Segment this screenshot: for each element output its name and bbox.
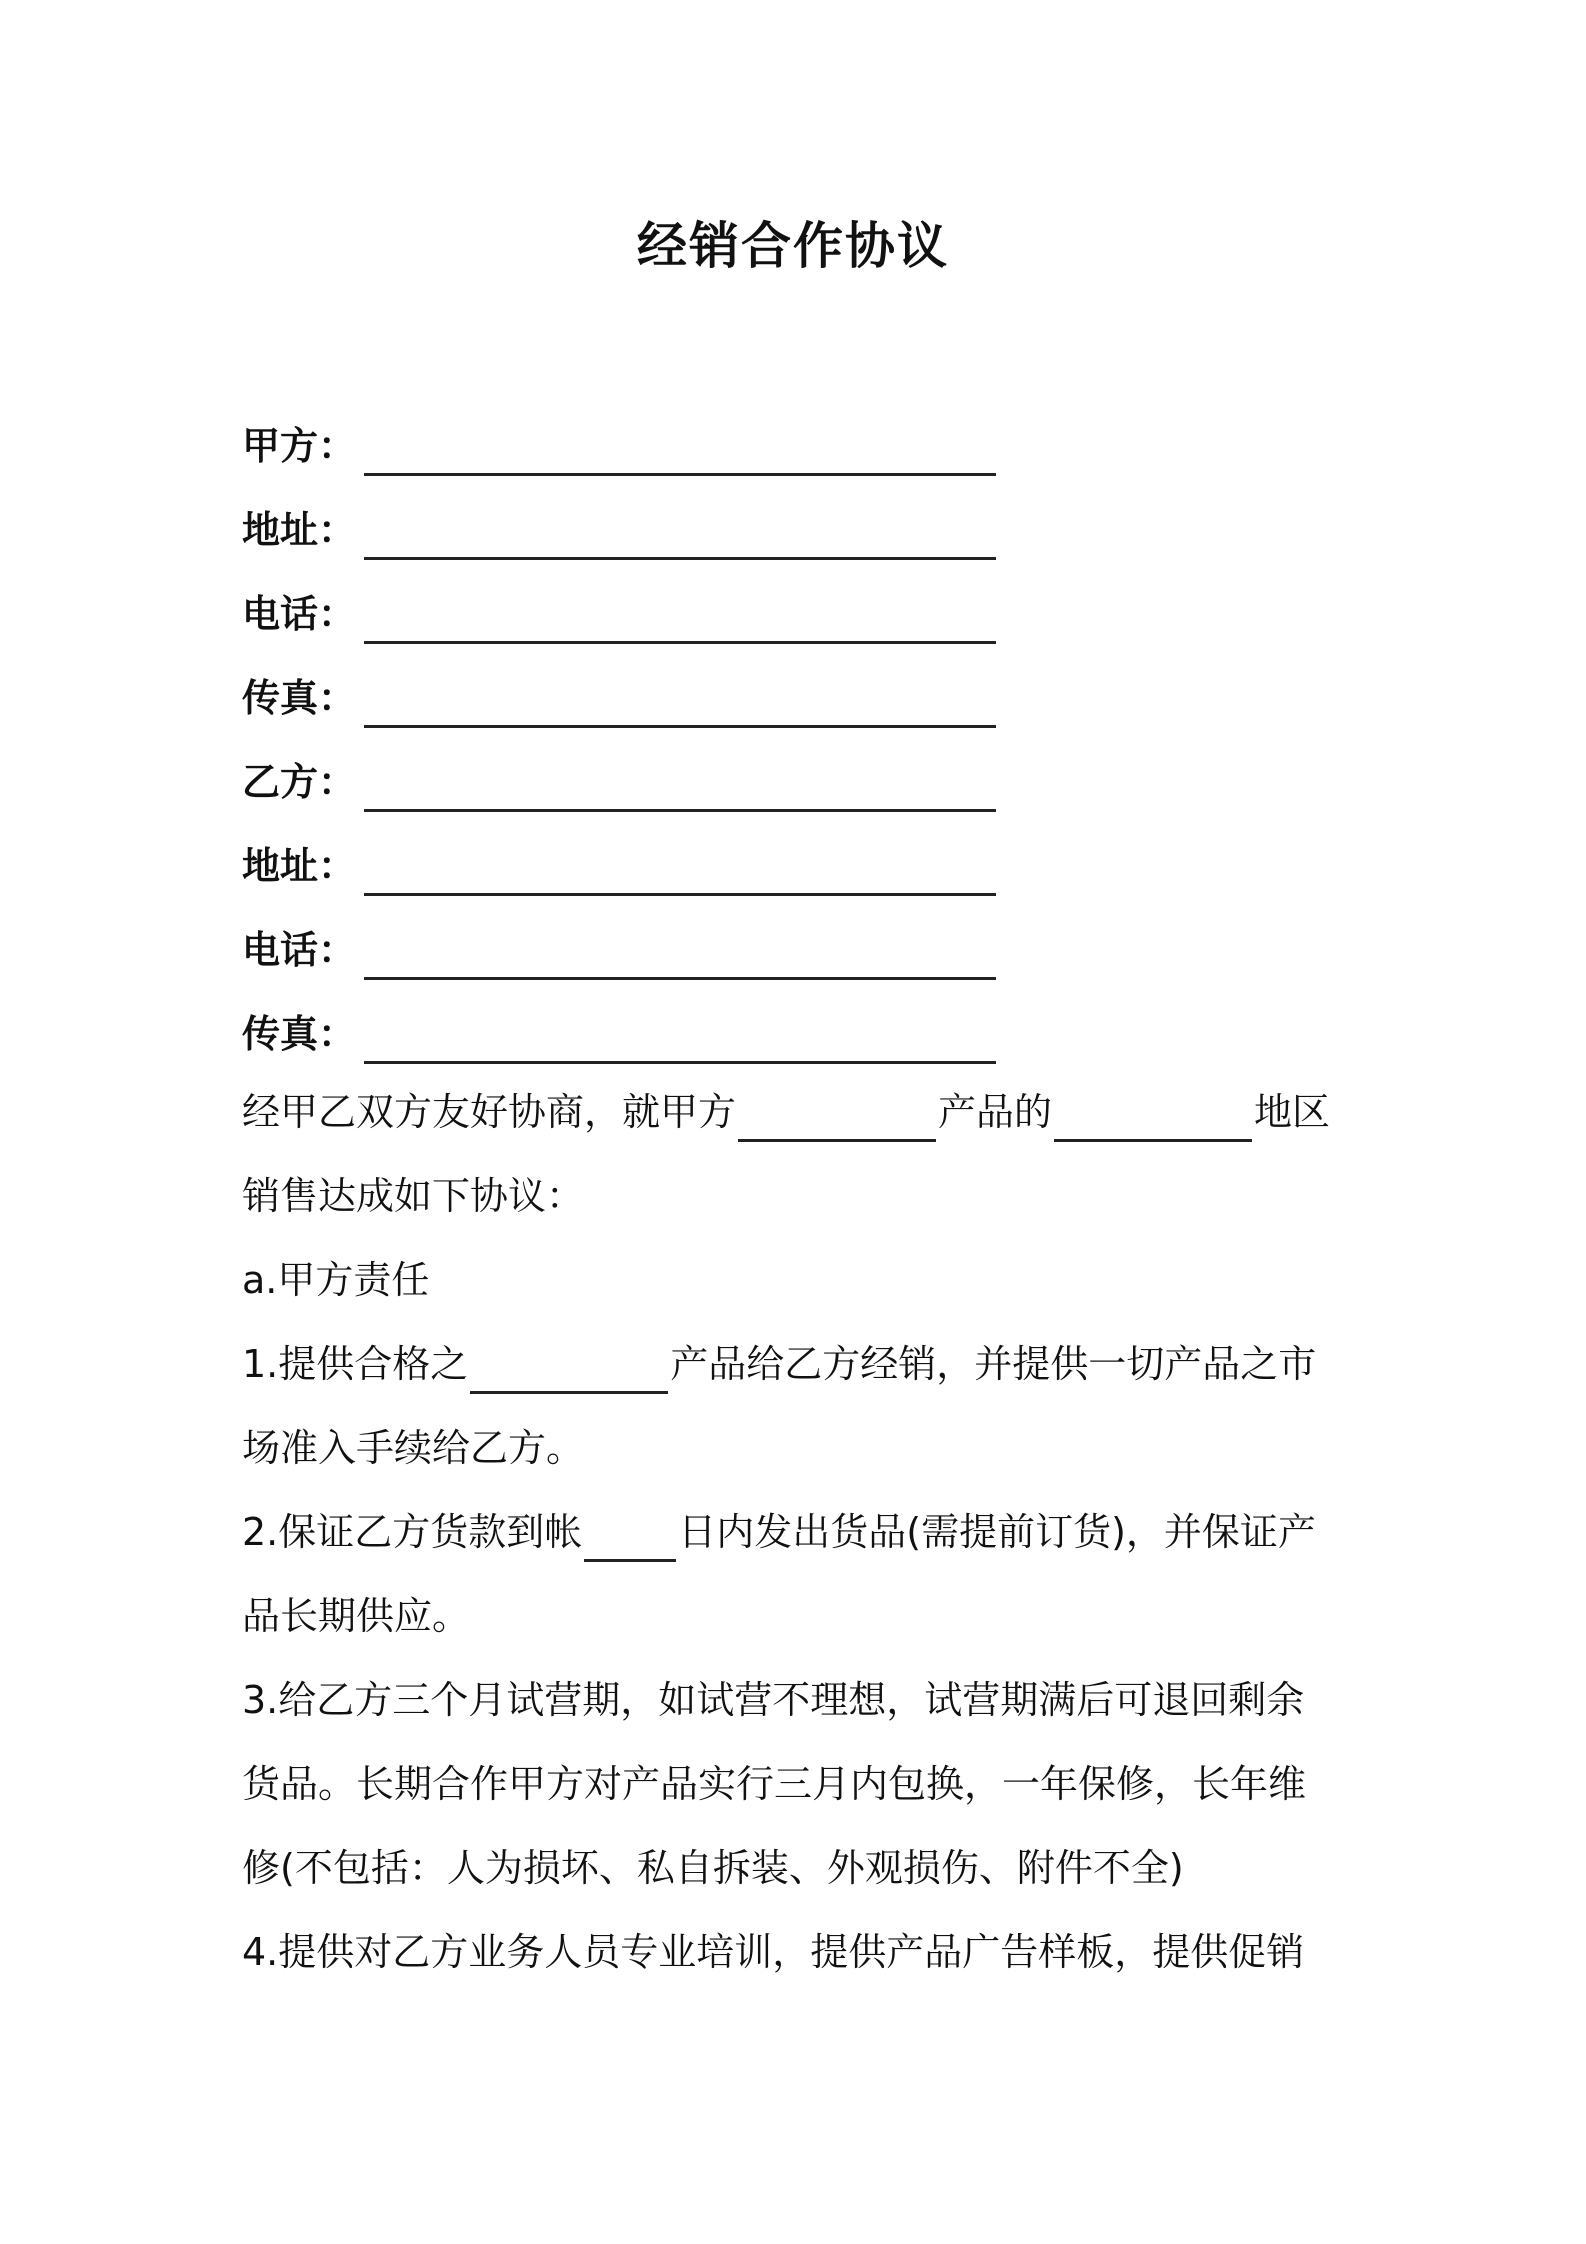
document-title: 经销合作协议 [637, 217, 949, 275]
field-party-b [242, 752, 1352, 812]
field-label: 甲方： [242, 424, 357, 468]
field-party-b-address [242, 836, 1352, 896]
fill-blank[interactable] [364, 511, 996, 560]
fill-blank[interactable] [364, 679, 996, 728]
intro-text: 产品的 [938, 1090, 1053, 1134]
clause-text: 日内发出货品(需提前订货)，并保证产 [678, 1510, 1316, 1554]
field-label: 电话： [242, 928, 357, 972]
clause-1-line-2: 场准入手续给乙方。 [242, 1426, 585, 1470]
fill-blank[interactable] [738, 1097, 936, 1142]
clause-2-line-2: 品长期供应。 [242, 1594, 471, 1638]
fill-blank[interactable] [1054, 1097, 1252, 1142]
field-party-a-fax [242, 668, 1352, 728]
clause-1-line-1 [242, 1334, 1352, 1394]
intro-text: 地区 [1254, 1090, 1331, 1134]
clause-4-line-1: 4.提供对乙方业务人员专业培训，提供产品广告样板，提供促销 [242, 1930, 1305, 1974]
field-label: 地址： [242, 508, 357, 552]
field-party-a [242, 416, 1352, 476]
fill-blank[interactable] [364, 427, 996, 476]
field-party-b-phone [242, 920, 1352, 980]
fill-blank[interactable] [364, 595, 996, 644]
fill-blank[interactable] [584, 1517, 676, 1562]
field-party-a-phone [242, 584, 1352, 644]
fill-blank[interactable] [364, 1015, 996, 1064]
fill-blank[interactable] [364, 847, 996, 896]
field-label: 传真： [242, 1012, 357, 1056]
section-heading: a.甲方责任 [242, 1258, 430, 1302]
intro-text: 经甲乙双方友好协商，就甲方 [242, 1090, 737, 1134]
clause-2-line-1 [242, 1502, 1352, 1562]
clause-3-line-2: 货品。长期合作甲方对产品实行三月内包换，一年保修，长年维 [242, 1762, 1307, 1806]
clause-text: 2.保证乙方货款到帐 [242, 1510, 583, 1554]
intro-line-1 [242, 1082, 1352, 1142]
intro-line-2: 销售达成如下协议： [242, 1174, 585, 1218]
field-label: 乙方： [242, 760, 357, 804]
clause-3-line-3: 修(不包括：人为损坏、私自拆装、外观损伤、附件不全) [242, 1846, 1184, 1890]
clause-text: 1.提供合格之 [242, 1342, 469, 1386]
field-label: 地址： [242, 844, 357, 888]
fill-blank[interactable] [364, 763, 996, 812]
field-party-a-address [242, 500, 1352, 560]
clause-text: 产品给乙方经销，并提供一切产品之市 [670, 1342, 1317, 1386]
field-label: 电话： [242, 592, 357, 636]
fill-blank[interactable] [470, 1349, 668, 1394]
field-party-b-fax [242, 1004, 1352, 1064]
fill-blank[interactable] [364, 931, 996, 980]
clause-3-line-1: 3.给乙方三个月试营期，如试营不理想，试营期满后可退回剩余 [242, 1678, 1305, 1722]
field-label: 传真： [242, 676, 357, 720]
